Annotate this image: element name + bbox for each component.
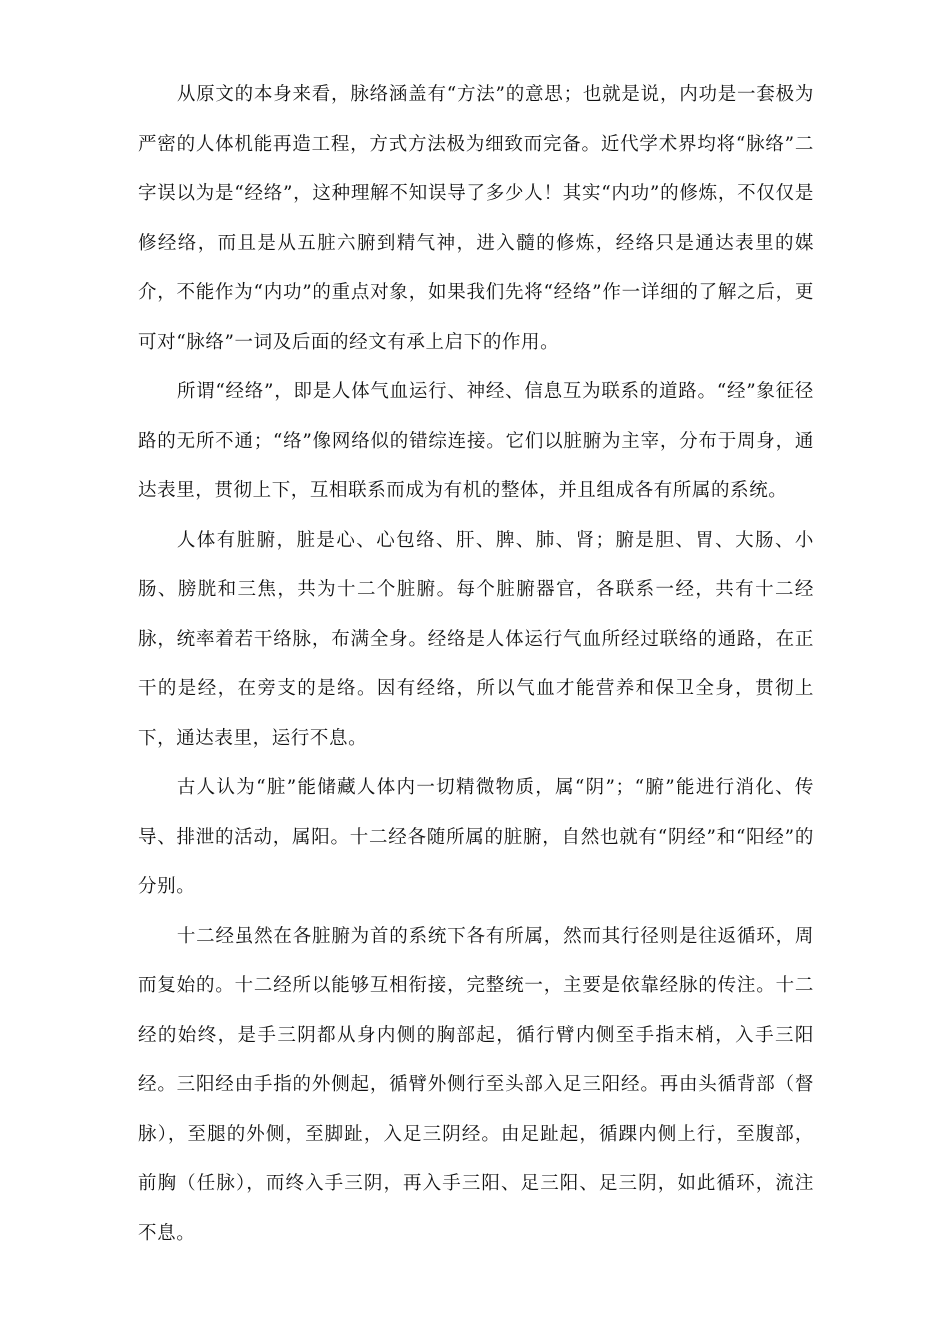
paragraph-2: 所谓“经络”，即是人体气血运行、神经、信息互为联系的道路。“经”象征径路的无所不通；“络”像网络似的错综连接。它们以脏腑为主宰，分布于周身，通达表里，贯彻上下，互相联系而成为有机的整体，并且组成各有所属的系统。 xyxy=(138,381,814,501)
body-text xyxy=(138,70,814,1258)
paragraph-4: 古人认为“脏”能储藏人体内一切精微物质，属“阴”；“腑”能进行消化、传导、排泄的活动，属阳。十二经各随所属的脏腑，自然也就有“阴经”和“阳经”的分别。 xyxy=(138,777,814,897)
paragraph-5: 十二经虽然在各脏腑为首的系统下各有所属，然而其行径则是往返循环，周而复始的。十二经所以能够互相衔接，完整统一，主要是依靠经脉的传注。十二经的始终，是手三阴都从身内侧的胸部起，循行臂内侧至手指末梢，入手三阳经。三阳经由手指的外侧起，循臂外侧行至头部入足三阳经。再由头循背部（督脉），至腿的外侧，至脚趾，入足三阴经。由足趾起，循踝内侧上行，至腹部，前胸（任脉），而终入手三阴，再入手三阳、足三阳、足三阴，如此循环，流注不息。 xyxy=(138,925,814,1244)
paragraph-1: 从原文的本身来看，脉络涵盖有“方法”的意思；也就是说，内功是一套极为严密的人体机能再造工程，方式方法极为细致而完备。近代学术界均将“脉络”二字误以为是“经络”，这种理解不知误导了多少人！其实“内功”的修炼，不仅仅是修经络，而且是从五脏六腑到精气神，进入髓的修炼，经络只是通达表里的媒介，不能作为“内功”的重点对象，如果我们先将“经络”作一详细的了解之后，更可对“脉络”一词及后面的经文有承上启下的作用。 xyxy=(138,84,814,353)
paragraph-3: 人体有脏腑，脏是心、心包络、肝、脾、肺、肾；腑是胆、胃、大肠、小肠、膀胱和三焦，共为十二个脏腑。每个脏腑器官，各联系一经，共有十二经脉，统率着若干络脉，布满全身。经络是人体运行气血所经过联络的通路，在正干的是经，在旁支的是络。因有经络，所以气血才能营养和保卫全身，贯彻上下，通达表里，运行不息。 xyxy=(138,529,814,749)
